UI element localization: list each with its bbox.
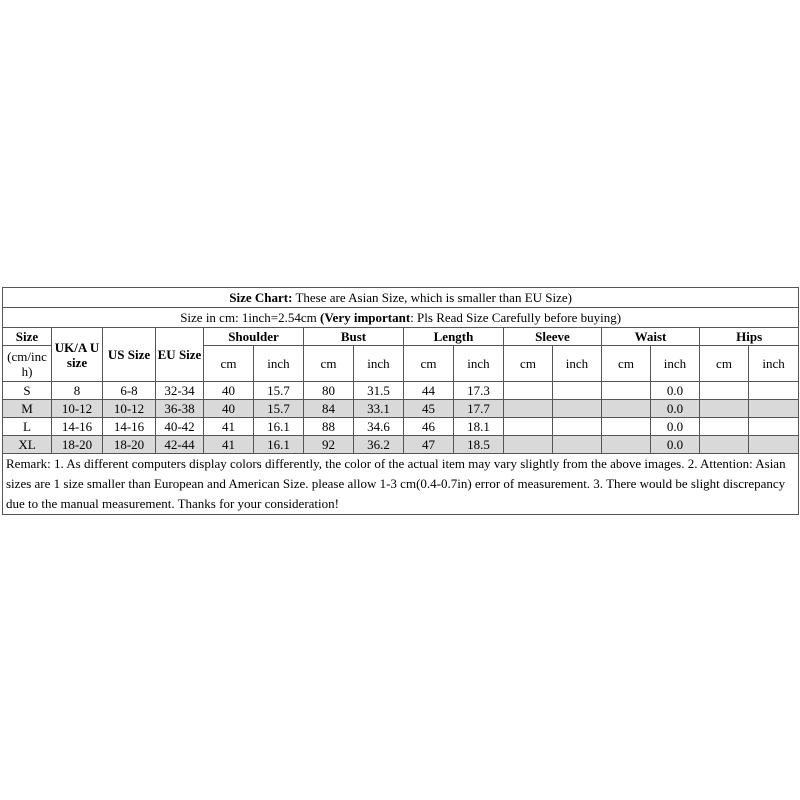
size-cell: S: [3, 382, 52, 400]
value-cell: 16.1: [254, 436, 304, 454]
value-cell: 88: [304, 418, 354, 436]
size-chart-sheet: [2, 287, 798, 515]
value-cell: [504, 436, 553, 454]
table-row: [3, 382, 799, 400]
value-cell: 15.7: [254, 382, 304, 400]
value-cell: [700, 382, 749, 400]
uk-cell: 18-20: [52, 436, 103, 454]
value-cell: 45: [404, 400, 454, 418]
value-cell: [553, 436, 602, 454]
us-cell: 14-16: [103, 418, 156, 436]
value-cell: [749, 436, 799, 454]
size-cell: XL: [3, 436, 52, 454]
us-cell: 6-8: [103, 382, 156, 400]
size-header-label: Size: [15, 329, 39, 344]
value-cell: [553, 418, 602, 436]
value-cell: 0.0: [651, 400, 700, 418]
eu-size-header: EU Size: [156, 328, 204, 382]
value-cell: 80: [304, 382, 354, 400]
value-cell: 36.2: [354, 436, 404, 454]
bust-header: Bust: [304, 328, 404, 346]
value-cell: [504, 418, 553, 436]
note-prefix: Size in cm: 1inch=2.54cm: [180, 310, 321, 325]
value-cell: 40: [204, 400, 254, 418]
unit-cm: cm: [602, 346, 651, 382]
title-text: These are Asian Size, which is smaller than EU Size): [292, 290, 572, 305]
size-cell: L: [3, 418, 52, 436]
size-cell: M: [3, 400, 52, 418]
size-unit-note: (cm/inc h): [3, 346, 52, 382]
value-cell: 47: [404, 436, 454, 454]
eu-cell: 32-34: [156, 382, 204, 400]
unit-inch: inch: [749, 346, 799, 382]
us-cell: 18-20: [103, 436, 156, 454]
uk-cell: 10-12: [52, 400, 103, 418]
unit-inch: inch: [553, 346, 602, 382]
uk-cell: 8: [52, 382, 103, 400]
value-cell: [749, 418, 799, 436]
hips-header: Hips: [700, 328, 799, 346]
value-cell: 31.5: [354, 382, 404, 400]
note-bold: (Very important: [320, 310, 411, 325]
value-cell: 17.3: [454, 382, 504, 400]
value-cell: [504, 382, 553, 400]
unit-inch: inch: [354, 346, 404, 382]
value-cell: [602, 436, 651, 454]
value-cell: 18.1: [454, 418, 504, 436]
value-cell: [700, 418, 749, 436]
unit-cm: cm: [304, 346, 354, 382]
note-bar: [3, 308, 799, 328]
waist-header: Waist: [602, 328, 700, 346]
value-cell: [602, 418, 651, 436]
value-cell: [553, 400, 602, 418]
value-cell: 84: [304, 400, 354, 418]
value-cell: 44: [404, 382, 454, 400]
uk-cell: 14-16: [52, 418, 103, 436]
uk-au-header: UK/A U size: [52, 328, 103, 382]
size-chart-table: [2, 287, 799, 515]
title-bold: Size Chart:: [229, 290, 293, 305]
value-cell: 16.1: [254, 418, 304, 436]
value-cell: [602, 400, 651, 418]
eu-cell: 36-38: [156, 400, 204, 418]
sleeve-header: Sleeve: [504, 328, 602, 346]
value-cell: 0.0: [651, 418, 700, 436]
table-row: [3, 436, 799, 454]
value-cell: [504, 400, 553, 418]
remark-text: Remark: 1. As different computers display colors differently, the color of the actual item may vary slightly from the above images. 2. Attention: Asian sizes are 1 size smaller than European and American Size. please allow 1-3 cm(0.4-0.7in) error of measurement. 3. There would be slight discrepancy due to the manual measurement. Thanks for your consideration!: [3, 454, 799, 515]
value-cell: 34.6: [354, 418, 404, 436]
size-header: [3, 328, 52, 346]
note-text: : Pls Read Size Carefully before buying): [410, 310, 622, 325]
unit-cm: cm: [700, 346, 749, 382]
value-cell: [553, 382, 602, 400]
unit-cm: cm: [504, 346, 553, 382]
value-cell: [602, 382, 651, 400]
title-bar: [3, 288, 799, 308]
unit-cm: cm: [204, 346, 254, 382]
value-cell: 92: [304, 436, 354, 454]
value-cell: 40: [204, 382, 254, 400]
value-cell: 0.0: [651, 382, 700, 400]
value-cell: 0.0: [651, 436, 700, 454]
value-cell: 15.7: [254, 400, 304, 418]
eu-cell: 42-44: [156, 436, 204, 454]
value-cell: 41: [204, 418, 254, 436]
us-size-header: US Size: [103, 328, 156, 382]
us-cell: 10-12: [103, 400, 156, 418]
value-cell: [700, 400, 749, 418]
table-row: [3, 418, 799, 436]
shoulder-header: Shoulder: [204, 328, 304, 346]
value-cell: 33.1: [354, 400, 404, 418]
value-cell: 46: [404, 418, 454, 436]
unit-cm: cm: [404, 346, 454, 382]
value-cell: 18.5: [454, 436, 504, 454]
value-cell: [700, 436, 749, 454]
length-header: Length: [404, 328, 504, 346]
value-cell: [749, 382, 799, 400]
value-cell: 41: [204, 436, 254, 454]
unit-inch: inch: [254, 346, 304, 382]
value-cell: 17.7: [454, 400, 504, 418]
unit-inch: inch: [454, 346, 504, 382]
eu-cell: 40-42: [156, 418, 204, 436]
table-row: [3, 400, 799, 418]
value-cell: [749, 400, 799, 418]
unit-inch: inch: [651, 346, 700, 382]
